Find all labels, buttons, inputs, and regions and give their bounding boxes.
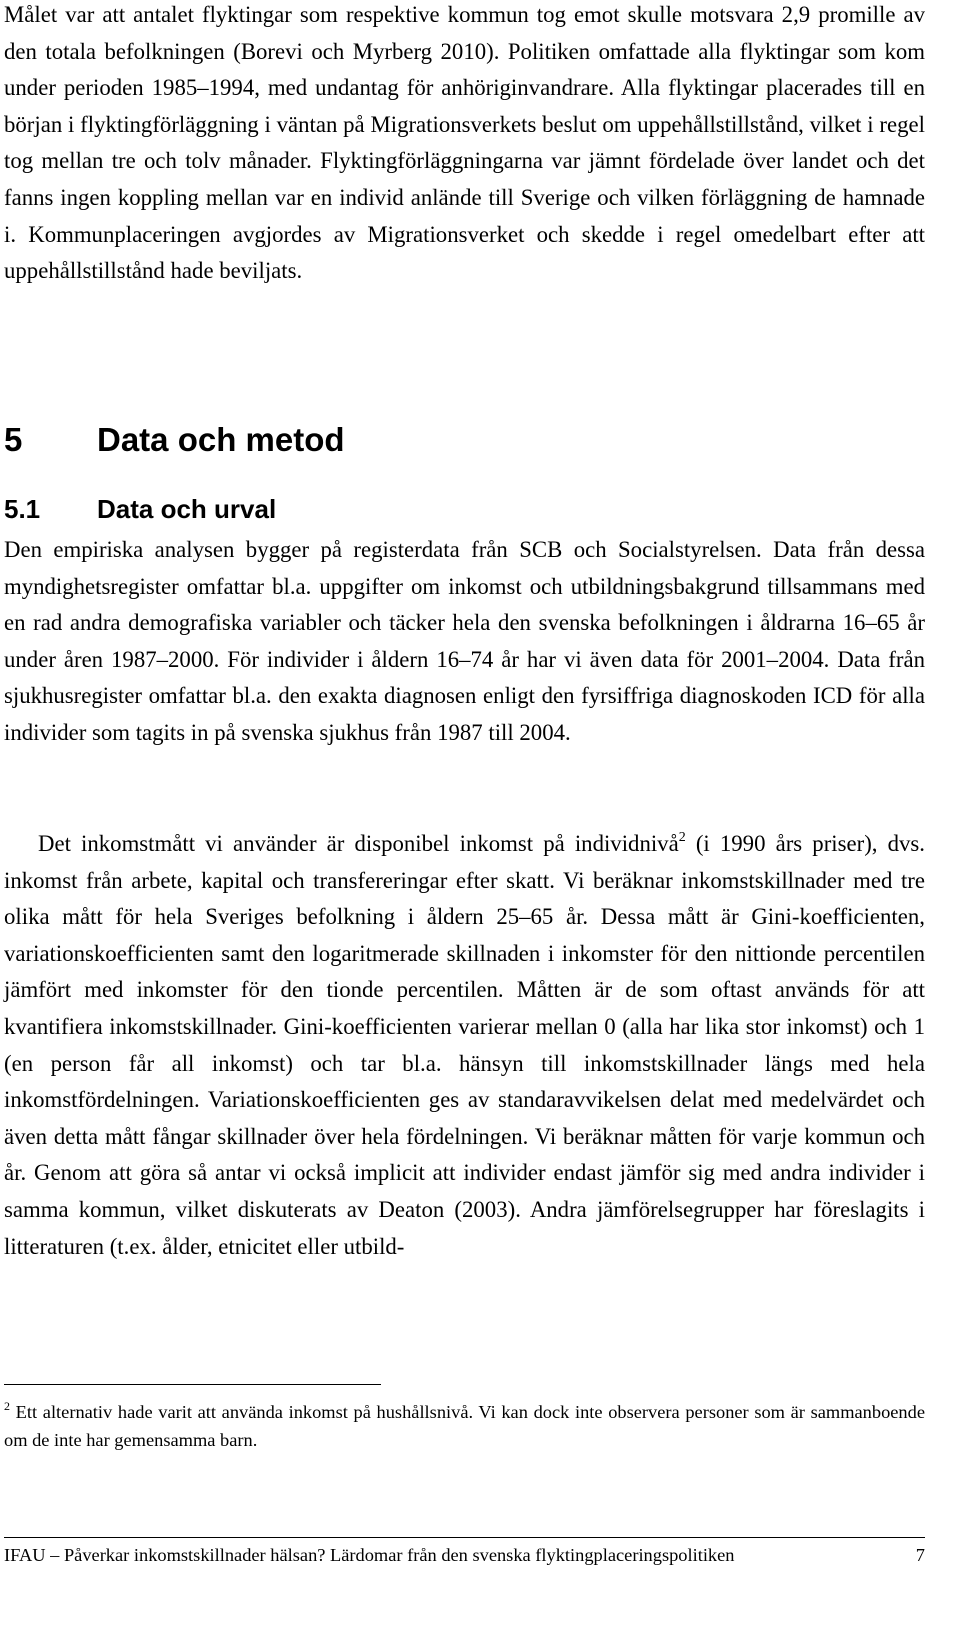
subsection-title: Data och urval [97, 494, 277, 524]
section-heading [4, 420, 345, 460]
income-text-rest: (i 1990 års priser), dvs. inkomst från arbete, kapital och transfereringar efter skatt. Vi beräknar inkomstskillnader med tre olika mått för hela Sveriges befolkning i åldern 25–65 år. Dessa mått är Gini-koefficienten, variationskoefficienten samt den logaritmerade skillnaden i inkomster för den nittionde percentilen jämfört med inkomster för den tionde percentilen. Måtten är de som oftast används för att kvantifiera inkomstskillnader. Gini-koefficienten varierar mellan 0 (alla har lika stor inkomst) och 1 (en person får all inkomst) och tar bl.a. hänsyn till inkomstskillnader längs med hela inkomstfördelningen. Variationskoefficienten ges av standaravvikelsen delat med medelvärdet och även detta mått fångar skillnader över hela fördelningen. Vi beräknar måtten för varje kommun och år. Genom att göra så antar vi också implicit att individer endast jämför sig med andra individer i samma kommun, vilket diskuterats av Deaton (2003). Andra jämförelsegrupper har föreslagits i litteraturen (t.ex. ålder, etnicitet eller utbild- [4, 831, 925, 1259]
paragraph-income-measures [4, 826, 925, 1265]
section-title: Data och metod [97, 421, 345, 458]
page-number: 7 [915, 1545, 925, 1565]
paragraph-data-sources: Den empiriska analysen bygger på registerdata från SCB och Socialstyrelsen. Data från dessa myndighetsregister omfattar bl.a. uppgifter om inkomst och utbildningsbakgrund tillsammans med en rad andra demografiska variabler och täcker hela den svenska befolkningen i åldrarna 16–65 år under åren 1987–2000. För individer i åldern 16–74 år har vi även data för 2001–2004. Data från sjukhusregister omfattar bl.a. den exakta diagnosen enligt den fyrsiffriga diagnoskoden ICD för alla individer som tagits in på svenska sjukhus från 1987 till 2004. [4, 537, 925, 745]
running-title: IFAU – Påverkar inkomstskillnader hälsan? Lärdomar från den svenska flyktingplaceringspolitiken [4, 1545, 735, 1565]
footnote-reference[interactable]: 2 [678, 830, 686, 845]
subsection-number: 5.1 [4, 494, 41, 524]
footnote-separator [4, 1384, 381, 1385]
income-text-start: Det inkomstmått vi använder är disponibel inkomst på individnivå [38, 831, 679, 856]
footnote [4, 1398, 925, 1454]
footnote-mark: 2 [4, 1399, 10, 1413]
paragraph-refugee-placement: Målet var att antalet flyktingar som respektive kommun tog emot skulle motsvara 2,9 promille av den totala befolkningen (Borevi och Myrberg 2010). Politiken omfattade alla flyktingar som kom under perioden 1985–1994, med undantag för anhöriginvandrare. Alla flyktingar placerades till en början i flyktingförläggning i väntan på Migrationsverkets beslut om uppehållstillstånd, vilket i regel tog mellan tre och tolv månader. Flyktingförläggningarna var jämnt fördelade över landet och det fanns ingen koppling mellan var en individ anlände till Sverige och vilken förläggning de hamnade i. Kommunplaceringen avgjordes av Migrationsverket och skedde i regel omedelbart efter att uppehållstillstånd hade beviljats. [4, 2, 925, 284]
section-number: 5 [4, 421, 23, 458]
subsection-heading [4, 492, 276, 526]
footnote-text: Ett alternativ hade varit att använda inkomst på hushållsnivå. Vi kan dock inte observera personer som är sammanboende om de inte har gemensamma barn. [4, 1402, 925, 1450]
footer-separator [4, 1537, 925, 1538]
page-footer [4, 1541, 925, 1569]
